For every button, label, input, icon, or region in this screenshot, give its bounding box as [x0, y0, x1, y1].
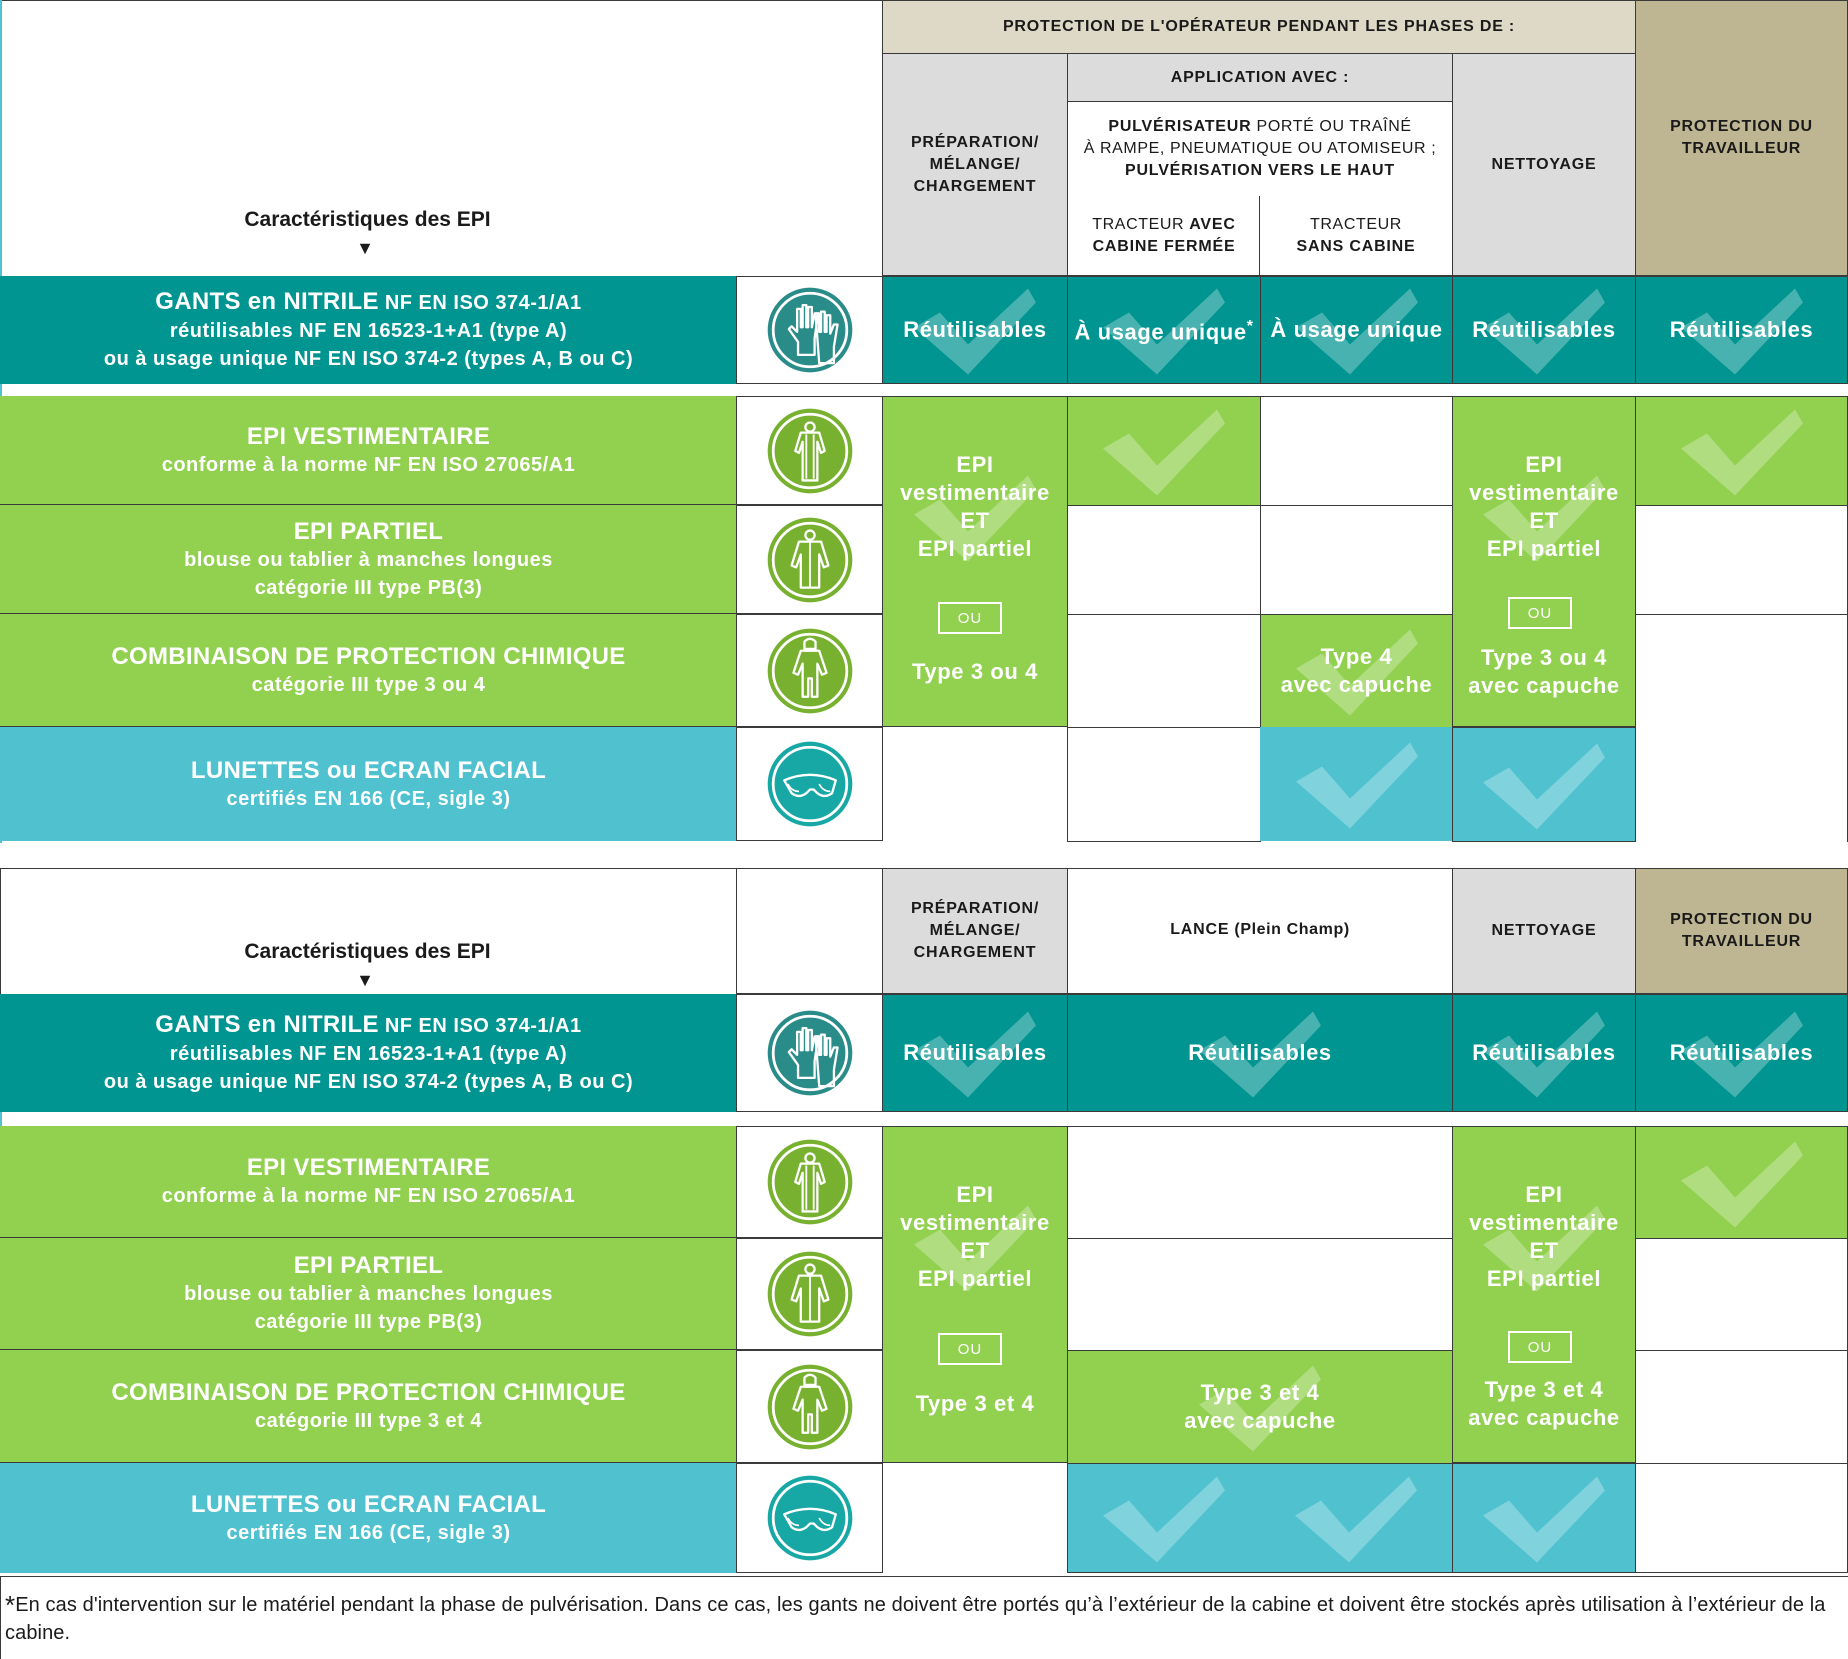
cell-gants-travailleur: Réutilisables [1635, 994, 1848, 1112]
caption-arrow-icon: ▼ [356, 969, 374, 990]
header-nettoyage: NETTOYAGE [1452, 868, 1636, 994]
cell-vest-cabine-fermee [1067, 396, 1261, 506]
cell-comb-travailleur [1635, 614, 1848, 728]
ou-box: OU [1508, 597, 1572, 629]
cell-gants-lance: Réutilisables [1067, 994, 1453, 1112]
row-label-gants: GANTS en NITRILE NF EN ISO 374-1/A1 réutilisables NF EN 16523-1+A1 (type A) ou à usage unique NF EN ISO 374-2 (types A, B ou C) [0, 276, 737, 384]
cell-vest-travailleur [1635, 396, 1848, 506]
cell-comb-sans-cabine: Type 4 avec capuche [1260, 614, 1453, 728]
goggles-icon [736, 727, 883, 841]
row-label-gants: GANTS en NITRILE NF EN ISO 374-1/A1 réutilisables NF EN 16523-1+A1 (type A) ou à usage unique NF EN ISO 374-2 (types A, B ou C) [0, 994, 737, 1112]
header-travailleur: PROTECTION DU TRAVAILLEUR [1635, 0, 1848, 276]
cell-gants-nettoyage: Réutilisables [1452, 276, 1636, 384]
row-label-combinaison: COMBINAISON DE PROTECTION CHIMIQUE catégorie III type 3 ou 4 [0, 614, 737, 727]
cell-partiel-sans-cabine [1260, 505, 1453, 615]
table-caption-text: Caractéristiques des EPI [244, 940, 491, 963]
footnote-text: En cas d'intervention sur le matériel pendant la phase de pulvérisation. Dans ce cas, les gants ne doivent être portés qu’à l’extérieur de la cabine et doivent être stockés après utilisation à l’extérieur de la cabine. [5, 1594, 1826, 1644]
row-label-combinaison: COMBINAISON DE PROTECTION CHIMIQUE catégorie III type 3 et 4 [0, 1350, 737, 1463]
cell-partiel-lance [1067, 1238, 1453, 1351]
header-nettoyage: NETTOYAGE [1452, 53, 1636, 276]
header-icon-blank [736, 868, 883, 994]
cell-gants-travailleur: Réutilisables [1635, 276, 1848, 384]
header-lance: LANCE (Plein Champ) [1067, 868, 1453, 994]
cell-lun-lance [1067, 1463, 1453, 1573]
header-pulverisateur: PULVÉRISATEUR PORTÉ OU TRAÎNÉ À RAMPE, PNEUMATIQUE OU ATOMISEUR ; PULVÉRISATION VERS LE HAUT [1067, 101, 1453, 196]
row-label-partiel: EPI PARTIEL blouse ou tablier à manches longues catégorie III type PB(3) [0, 505, 737, 614]
cell-nettoyage-merged: EPI vestimentaire ET EPI partiel OU Type 3 ou 4 avec capuche [1452, 396, 1636, 727]
cell-vest-lance [1067, 1126, 1453, 1239]
row-label-lunettes: LUNETTES ou ECRAN FACIAL certifiés EN 166 (CE, sigle 3) [0, 1463, 737, 1573]
table-caption [170, 205, 565, 235]
table-caption-text: Caractéristiques des EPI [244, 208, 491, 231]
cell-lun-nettoyage [1452, 1463, 1636, 1573]
cell-comb-cabine-fermee [1067, 614, 1261, 728]
hooded-suit-icon [736, 1350, 883, 1463]
cell-comb-lance: Type 3 et 4 avec capuche [1067, 1350, 1453, 1464]
header-cabine-fermee: TRACTEUR AVEC CABINE FERMÉE [1068, 196, 1260, 276]
cell-partiel-cabine-fermee [1067, 505, 1261, 615]
header-sans-cabine: TRACTEUR SANS CABINE [1260, 196, 1452, 276]
coverall-apron-icon [736, 396, 883, 505]
cell-lun-sans-cabine [1260, 727, 1453, 841]
cell-gants-sans-cabine: À usage unique [1260, 276, 1453, 384]
table-caption [170, 937, 565, 967]
cell-partiel-travailleur [1635, 505, 1848, 615]
gloves-icon [736, 276, 883, 384]
cell-gants-cabine-fermee: À usage unique* [1067, 276, 1261, 384]
table-2 [0, 868, 1848, 1578]
goggles-icon [736, 1463, 883, 1573]
cell-comb-travailleur [1635, 1350, 1848, 1464]
ou-box: OU [938, 602, 1002, 634]
gloves-icon [736, 994, 883, 1112]
cell-lun-nettoyage [1452, 727, 1636, 842]
row-label-vestimentaire: EPI VESTIMENTAIRE conforme à la norme NF EN ISO 27065/A1 [0, 1126, 737, 1238]
row-label-vestimentaire: EPI VESTIMENTAIRE conforme à la norme NF EN ISO 27065/A1 [0, 396, 737, 505]
header-preparation: PRÉPARATION/ MÉLANGE/ CHARGEMENT [882, 53, 1068, 276]
cell-gants-nettoyage: Réutilisables [1452, 994, 1636, 1112]
row-label-lunettes: LUNETTES ou ECRAN FACIAL certifiés EN 166 (CE, sigle 3) [0, 727, 737, 841]
lab-coat-icon [736, 505, 883, 614]
ou-box: OU [1508, 1331, 1572, 1363]
footnote-star: * [5, 1590, 16, 1620]
coverall-apron-icon [736, 1126, 883, 1238]
cell-vest-sans-cabine [1260, 396, 1453, 506]
footnote [0, 1576, 1848, 1659]
cell-lun-travailleur [1635, 1463, 1848, 1573]
lab-coat-icon [736, 1238, 883, 1350]
cell-preparation-merged: EPI vestimentaire ET EPI partiel OU Type 3 et 4 [882, 1126, 1068, 1463]
hooded-suit-icon [736, 614, 883, 727]
ou-box: OU [938, 1333, 1002, 1365]
cell-preparation-merged: EPI vestimentaire ET EPI partiel OU Type 3 ou 4 [882, 396, 1068, 727]
cell-gants-preparation: Réutilisables [882, 994, 1068, 1112]
header-travailleur: PROTECTION DU TRAVAILLEUR [1635, 868, 1848, 994]
cell-lun-travailleur [1635, 727, 1848, 842]
row-label-partiel: EPI PARTIEL blouse ou tablier à manches longues catégorie III type PB(3) [0, 1238, 737, 1350]
cell-nettoyage-merged: EPI vestimentaire ET EPI partiel OU Type 3 et 4 avec capuche [1452, 1126, 1636, 1463]
cell-partiel-travailleur [1635, 1238, 1848, 1351]
cell-lun-cabine-fermee [1067, 727, 1261, 842]
cell-vest-travailleur [1635, 1126, 1848, 1239]
cell-gants-preparation: Réutilisables [882, 276, 1068, 384]
header-phases: PROTECTION DE L'OPÉRATEUR PENDANT LES PHASES DE : [882, 0, 1636, 54]
caption-arrow-icon: ▼ [356, 237, 374, 258]
header-application: APPLICATION AVEC : [1067, 53, 1453, 102]
header-preparation: PRÉPARATION/ MÉLANGE/ CHARGEMENT [882, 868, 1068, 994]
